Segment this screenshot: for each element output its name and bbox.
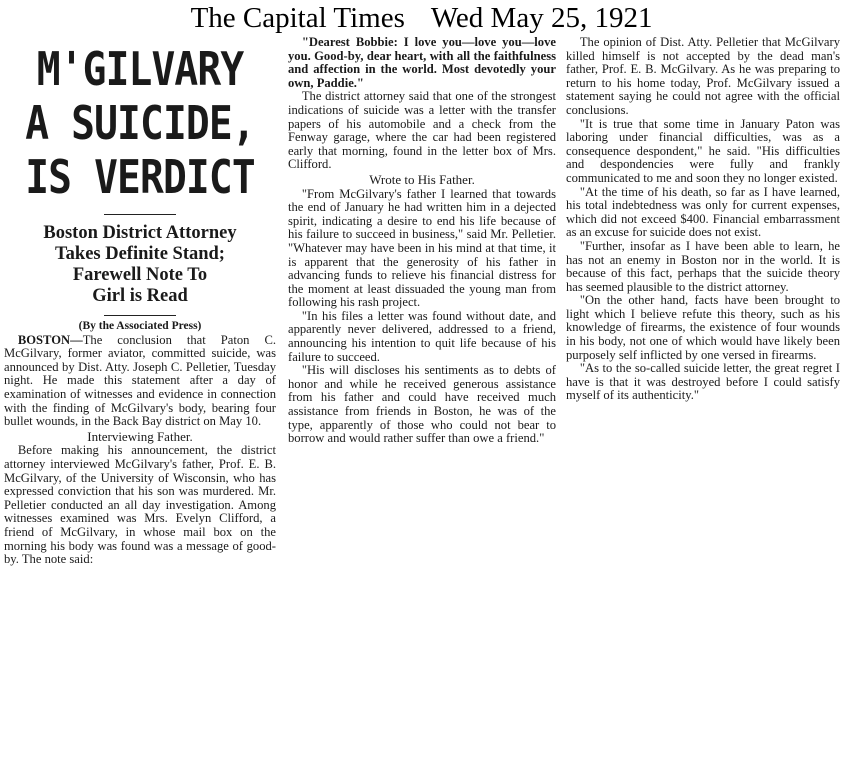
column-3 xyxy=(566,36,840,403)
dateline: BOSTON— xyxy=(17,332,83,347)
article-paragraph: "Further, insofar as I have been able to learn, he has not an enemy in Boston nor in the world. It is because of this fact, perhaps that the suicide theory has seemed plausible to the district attorney. xyxy=(566,238,840,294)
issue-date: Wed May 25, 1921 xyxy=(430,2,653,34)
section-subhead: Interviewing Father. xyxy=(87,428,193,444)
section-subhead: Wrote to His Father. xyxy=(369,171,475,187)
deck-headline xyxy=(4,223,276,307)
article-paragraph: "On the other hand, facts have been brought to light which I believe refute this theory, such as his knowledge of firearms, the existence of four wounds in his body, not one of which would have likely been purposely self inflicted by one versed in firearms. xyxy=(566,293,840,362)
masthead xyxy=(0,0,843,36)
article-paragraph: "As to the so-called suicide letter, the great regret I have is that it was destroyed before I could satisfy myself of its authenticity." xyxy=(566,361,840,403)
headline-line-3: IS VERDICT xyxy=(25,150,255,204)
deck-line-2: Takes Definite Stand; xyxy=(55,244,225,264)
article-paragraph: "At the time of his death, so far as I have learned, his total indebtedness was only for current expenses, which did not exceed $400. Financial embarrassment as an excuse for suicide does not exist. xyxy=(566,184,840,240)
headline-line-1: M'GILVARY xyxy=(36,42,244,96)
article-paragraph: Before making his announcement, the district attorney interviewed McGilvary's father, Prof. E. B. McGilvary, of the University of Wisconsin, who has expressed conviction that his son was murdered. Mr. Pelletier conducted an all day investigation. Among witnesses examined was Mrs. Evelyn Clifford, a friend of McGilvary, in whose mail box on the morning his body was found was a message of good-by. The note said: xyxy=(4,443,276,567)
paper-name: The Capital Times xyxy=(190,2,405,34)
deck-line-1: Boston District Attorney xyxy=(43,223,237,243)
article-paragraph: The opinion of Dist. Atty. Pelletier that McGilvary killed himself is not accepted by the dead man's father, Prof. E. B. McGilvary. As he was preparing to return to his home today, Prof. McGilvary issued a statement saying he could not agree with the official conclusions. xyxy=(566,36,840,117)
article-paragraph: "It is true that some time in January Paton was laboring under financial difficulties, was as a consequence despondent," he said. "His difficulties and despondencies were fully and frankly communicated to me and soon they no longer existed. xyxy=(566,116,840,185)
column-1 xyxy=(4,36,276,567)
article-paragraph: BOSTON—The conclusion that Paton C. McGilvary, former aviator, committed suicide, was announced by Dist. Atty. Joseph C. Pelletier, Tuesday night. He made this statement after a day of examination of witnesses and evidence in connection with the finding of McGilvary's body, bearing four bullet wounds, in the Back Bay district on May 10. xyxy=(4,332,276,429)
deck-line-4: Girl is Read xyxy=(92,286,188,306)
divider-rule xyxy=(104,315,176,316)
headline-line-2: A SUICIDE, xyxy=(25,96,255,150)
headline xyxy=(23,42,257,204)
article-paragraph: The district attorney said that one of the strongest indications of suicide was a letter with the transfer papers of his automobile and a check from the Fenway garage, where the car had been registered early that morning, found in the letter box of Mrs. Clifford. xyxy=(288,89,556,172)
deck-line-3: Farewell Note To xyxy=(72,265,208,285)
article-paragraph: "His will discloses his sentiments as to debts of honor and while he received generous assistance from his father and could have received much assistance from friends in Boston, he was of the type, apparently of those who could not bear to borrow and would rather suffer than owe a friend." xyxy=(288,363,556,446)
article-paragraph: "From McGilvary's father I learned that towards the end of January he had written him in a dejected spirit, indicating a desire to end his life because of his failure to succeed in business," said Mr. Pelletier. "Whatever may have been in his mind at that time, it is apparent that the generosity of his father in advancing funds to relieve his financial distress for the moment at least dissuaded the young man from following his rash project. xyxy=(288,186,556,310)
divider-rule xyxy=(104,214,176,215)
article-paragraph: "In his files a letter was found without date, and apparently never delivered, addressed to a friend, announcing his intention to quit life because of his failure to succeed. xyxy=(288,308,556,364)
byline: (By the Associated Press) xyxy=(78,320,202,332)
column-2 xyxy=(288,36,556,446)
farewell-note: "Dearest Bobbie: I love you—love you—love you. Good-by, dear heart, with all the faithfulness and affection in the world. Most devotedly your own, Paddie." xyxy=(288,36,556,90)
